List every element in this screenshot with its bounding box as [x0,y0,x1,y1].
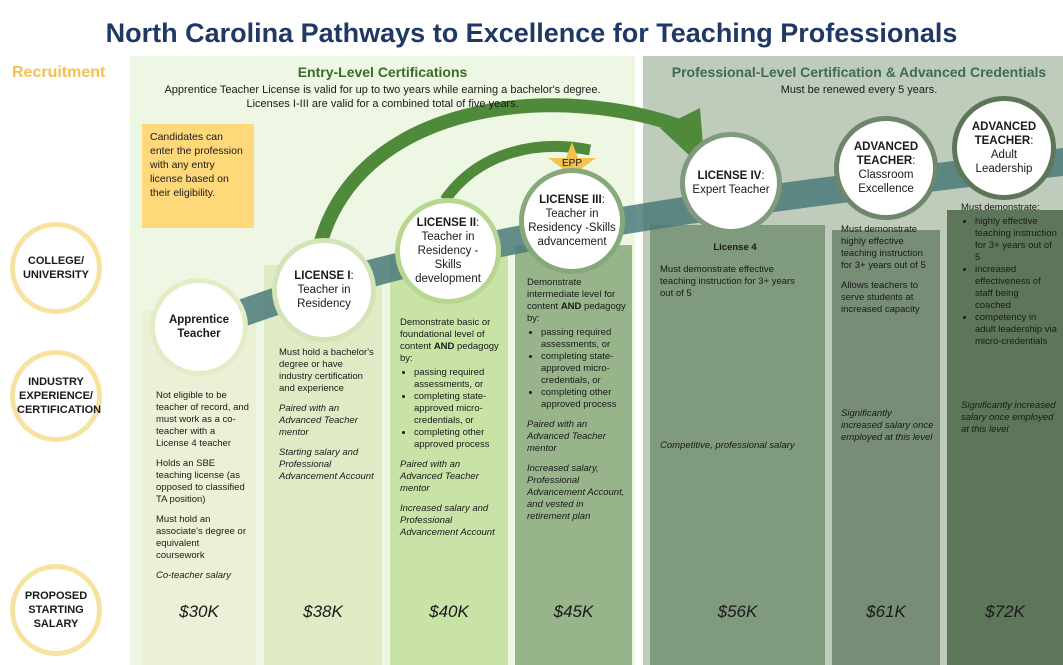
advanced-classroom-desc-3: Significantly increased salary once employed at this level [841,408,934,443]
apprentice-teacher-circle [150,278,248,376]
advanced-classroom-salary: $61K [866,602,906,621]
license-2-subtitle: Teacher in Residency -Skills development [415,231,481,285]
license-1-description [279,347,375,491]
apprentice-desc-2: Holds an SBE teaching license (as opposed to classified TA position) [156,458,245,505]
advanced-classroom-desc-1: Must demonstrate highly effective teaching instruction for 3+ years out of 5 [841,224,926,271]
license-4-subtitle: Expert Teacher [692,184,770,196]
advanced-classroom-circle: ADVANCED TEACHER: Classroom Excellence [834,116,938,220]
advanced-leadership-intro: Must demonstrate: [961,202,1040,213]
license-1-desc-1: Must hold a bachelor's degree or have industry certification and experience [279,347,374,394]
license-3-intro-c: pedagogy by: [527,301,626,324]
license-3-intro-a: Demonstrate intermediate level for content [527,277,616,312]
license-2-title: LICENSE II [416,217,477,229]
apprentice-desc-4: Co-teacher salary [156,570,231,581]
advanced-leadership-bullet-1: • highly effective teaching instruction for 3+ years out of 5 [975,216,1057,264]
page-title: North Carolina Pathways to Excellence for Teaching Professionals [105,18,958,48]
license-3-salary: $45K [553,602,594,621]
license-1-subtitle: Teacher in Residency [297,284,351,310]
license-4-circle: LICENSE IV: Expert Teacher [680,132,782,234]
license-1-title: LICENSE I [294,270,351,282]
apprentice-salary: $30K [179,602,219,621]
license-3-description [527,277,627,531]
license-2-circle: LICENSE II: Teacher in Residency -Skills development [395,198,501,304]
license-2-bullet-3: • completing other approved process [414,427,500,451]
license-4-desc-2: Competitive, professional salary [660,440,795,451]
license-4-salary: $56K [717,602,758,621]
license-1-circle: LICENSE I: Teacher in Residency [272,238,376,342]
license-4-heading: License 4 [713,242,757,253]
candidates-note: Candidates can enter the profession with any entry license based on their eligibility. [142,124,254,228]
license-1-salary: $38K [303,602,343,621]
license-2-description [400,317,500,547]
advanced-classroom-subtitle: Classroom Excellence [858,169,914,195]
license-3-subtitle: Teacher in Residency -Skills advancement [528,208,616,248]
license-2-bullet-2: • completing state-approved micro-credentials, or [414,391,500,427]
advanced-leadership-circle: ADVANCED TEACHER: Adult Leadership [952,96,1056,200]
license-3-bullet-3: • completing other approved process [541,387,627,411]
license-3-desc-3: Increased salary, Professional Advancement Account, and vested in retirement plan [527,463,625,522]
epp-label: EPP [561,158,582,169]
license-3-title: LICENSE III [539,194,602,206]
industry-experience-circle [10,350,102,442]
license-2-intro-a: Demonstrate basic or foundational level of content [400,317,491,352]
college-university-label: COLLEGE/ UNIVERSITY [22,255,89,281]
license-2-desc-3: Increased salary and Professional Advancement Account [400,503,495,538]
entry-heading: Entry-Level Certifications [297,64,468,80]
recruitment-label: Recruitment [12,64,106,81]
advanced-leadership-subtitle: Adult Leadership [975,149,1033,175]
license-3-bullet-2: • completing state-approved micro-credentials, or [541,351,627,387]
license-4-description [660,242,810,460]
apprentice-desc-3: Must hold an associate's degree or equivalent coursework [156,514,247,561]
license-4-desc-1: Must demonstrate effective teaching instruction for 3+ years out of 5 [660,264,795,299]
license-3-desc-2: Paired with an Advanced Teacher mentor [527,419,606,454]
apprentice-title: Apprentice Teacher [168,314,230,340]
advanced-leadership-title: ADVANCED TEACHER [971,121,1037,147]
license-1-desc-3: Starting salary and Professional Advancement Account [279,447,374,482]
advanced-classroom-title: ADVANCED TEACHER [853,141,919,167]
license-3-bullet-1: • passing required assessments, or [541,327,627,351]
license-2-intro-b: AND [433,341,455,352]
apprentice-desc-1: Not eligible to be teacher of record, and must work as a co-teacher with a License 4 teacher [156,390,249,449]
license-2-salary: $40K [429,602,469,621]
license-2-intro-c: pedagogy by: [400,341,499,364]
license-1-desc-2: Paired with an Advanced Teacher mentor [279,403,358,438]
advanced-classroom-description [841,224,935,452]
advanced-leadership-desc-3: Significantly increased salary once employed at this level [961,400,1056,435]
professional-subtext: Must be renewed every 5 years. [780,84,938,96]
license-2-desc-2: Paired with an Advanced Teacher mentor [400,459,479,494]
advanced-leadership-description [961,202,1057,444]
advanced-leadership-salary: $72K [985,602,1025,621]
college-university-circle [10,222,102,314]
entry-subtext-1: Apprentice Teacher License is valid for up to two years while earning a bachelor's degree. [164,84,601,96]
advanced-classroom-desc-2: Allows teachers to serve students at increased capacity [841,280,920,315]
apprentice-description [156,390,250,590]
license-4-title: LICENSE IV [697,170,762,182]
industry-experience-label: INDUSTRY EXPERIENCE/ CERTIFICATION [17,376,102,416]
license-2-bullet-1: • passing required assessments, or [414,367,500,391]
license-3-intro-b: AND [560,301,582,312]
license-3-circle: LICENSE III: Teacher in Residency -Skills advancement [519,168,625,274]
proposed-salary-label: PROPOSED STARTING SALARY [24,590,88,630]
advanced-leadership-bullet-3: • competency in adult leadership via micro-credentials [975,312,1057,348]
entry-subtext-2: Licenses I-III are valid for a combined total of five years. [246,98,519,110]
proposed-salary-circle [10,564,102,656]
professional-heading: Professional-Level Certification & Advanced Credentials [671,64,1047,80]
advanced-leadership-bullet-2: • increased effectiveness of staff being coached [975,264,1057,312]
